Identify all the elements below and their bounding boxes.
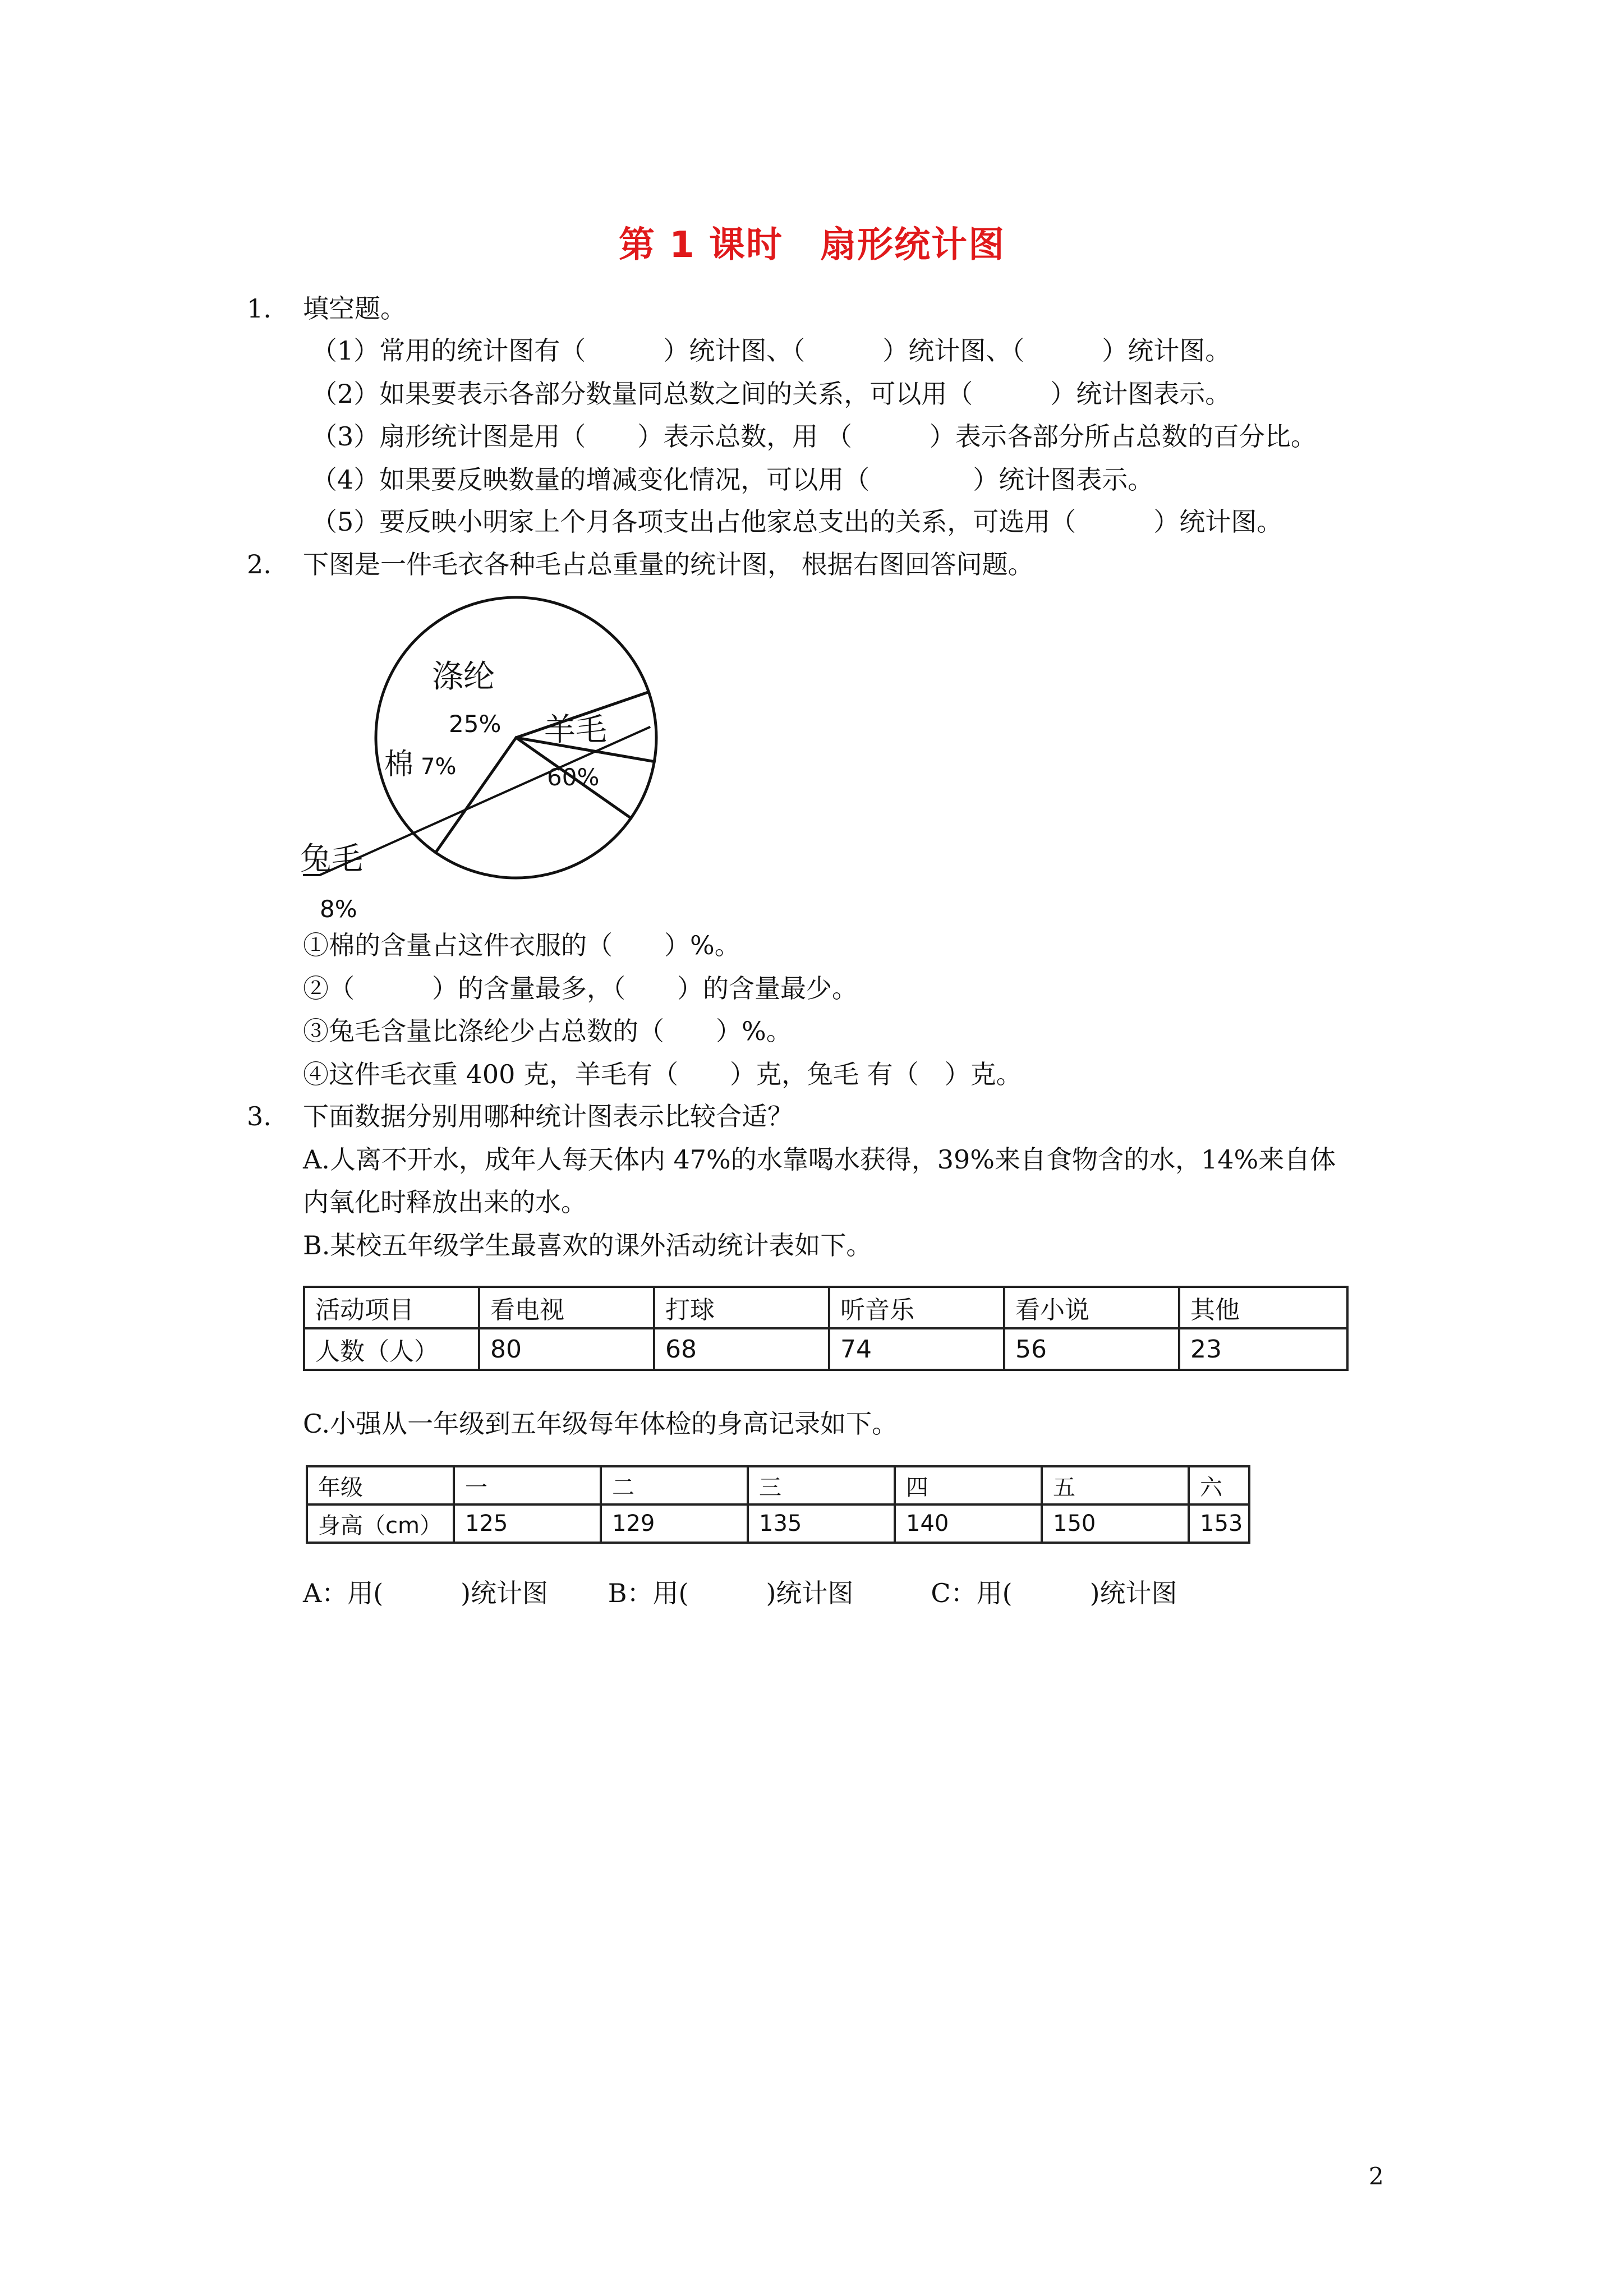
q2-question-1: ①棉的含量占这件衣服的（ ）%。 <box>303 930 740 960</box>
table-cell: 68 <box>654 1328 829 1370</box>
table-cell: 129 <box>601 1504 748 1543</box>
table-row <box>307 1466 1249 1504</box>
pie-svg <box>297 583 701 931</box>
table-cell: 80 <box>479 1328 654 1370</box>
pie-label-name: 涤纶 <box>432 659 495 695</box>
page-number: 2 <box>1369 2162 1384 2190</box>
q1-item-4: （4）如果要反映数量的增减变化情况，可以用（ ）统计图表示。 <box>311 464 1154 495</box>
q1-item-5: （5）要反映小明家上个月各项支出占他家总支出的关系，可选用（ ）统计图。 <box>311 507 1283 537</box>
activity-table <box>303 1286 1349 1371</box>
table-cell: 135 <box>748 1504 895 1543</box>
table-cell: 56 <box>1004 1328 1179 1370</box>
q1-item-3: （3）扇形统计图是用（ ）表示总数，用 （ ）表示各部分所占总数的百分比。 <box>311 421 1317 452</box>
table-cell: 看小说 <box>1004 1287 1179 1328</box>
table-cell: 三 <box>748 1466 895 1504</box>
pie-label-value: 60% <box>547 763 600 791</box>
table-cell: 140 <box>895 1504 1042 1543</box>
q3-a-line-1: A.人离不开水，成年人每天体内 47%的水靠喝水获得，39%来自食物含的水，14%来自体 <box>303 1144 1336 1175</box>
table-cell: 四 <box>895 1466 1042 1504</box>
q3-c-text: C.小强从一年级到五年级每年体检的身高记录如下。 <box>303 1409 898 1439</box>
q1-number: 1. <box>247 293 272 324</box>
pie-label-name: 羊毛 <box>544 712 607 748</box>
table-cell: 153 <box>1189 1504 1249 1543</box>
table-cell: 二 <box>601 1466 748 1504</box>
table-row <box>304 1287 1347 1328</box>
table-cell: 活动项目 <box>304 1287 479 1328</box>
q2-question-2: ②（ ）的含量最多，（ ）的含量最少。 <box>303 973 858 1004</box>
table-cell: 150 <box>1042 1504 1189 1543</box>
pie-label-name: 兔毛 <box>300 841 363 877</box>
table-cell: 打球 <box>654 1287 829 1328</box>
table-cell: 听音乐 <box>829 1287 1004 1328</box>
q1-heading: 填空题。 <box>303 293 406 324</box>
table-cell: 一 <box>454 1466 601 1504</box>
table-cell: 其他 <box>1179 1287 1347 1328</box>
table-cell: 74 <box>829 1328 1004 1370</box>
table-row <box>307 1504 1249 1543</box>
table-row <box>304 1328 1347 1370</box>
q1-item-1: （1）常用的统计图有（ ）统计图、（ ）统计图、（ ）统计图。 <box>311 335 1231 366</box>
q3-answer-line: A：用( )统计图 B：用( )统计图 C：用( )统计图 <box>303 1578 1177 1608</box>
table-cell: 125 <box>454 1504 601 1543</box>
table-cell: 23 <box>1179 1328 1347 1370</box>
q3-a-line-2: 内氧化时释放出来的水。 <box>303 1187 587 1217</box>
pie-label-value: 25% <box>449 710 502 738</box>
page-title: 第 1 课时 扇形统计图 <box>618 224 1006 266</box>
table-cell: 五 <box>1042 1466 1189 1504</box>
height-table <box>306 1465 1250 1544</box>
q3-b-text: B.某校五年级学生最喜欢的课外活动统计表如下。 <box>303 1230 872 1260</box>
q2-question-4: ④这件毛衣重 400 克，羊毛有（ ）克，兔毛 有（ ）克。 <box>303 1059 1022 1089</box>
pie-label-name: 棉 <box>384 748 414 781</box>
q2-question-3: ③兔毛含量比涤纶少占总数的（ ）%。 <box>303 1016 792 1046</box>
q1-item-2: （2）如果要表示各部分数量同总数之间的关系，可以用（ ）统计图表示。 <box>311 379 1231 409</box>
table-cell: 人数（人） <box>304 1328 479 1370</box>
q3-number: 3. <box>247 1101 272 1131</box>
table-cell: 六 <box>1189 1466 1249 1504</box>
wool-pie-chart <box>297 583 701 931</box>
table-cell: 年级 <box>307 1466 454 1504</box>
q2-number: 2. <box>247 549 272 579</box>
pie-label-value: 7% <box>421 754 457 780</box>
table-cell: 身高（cm） <box>307 1504 454 1543</box>
table-cell: 看电视 <box>479 1287 654 1328</box>
pie-label-value: 8% <box>320 895 357 923</box>
q3-heading: 下面数据分别用哪种统计图表示比较合适？ <box>303 1101 793 1131</box>
q2-heading: 下图是一件毛衣各种毛占总重量的统计图， 根据右图回答问题。 <box>303 549 1034 579</box>
